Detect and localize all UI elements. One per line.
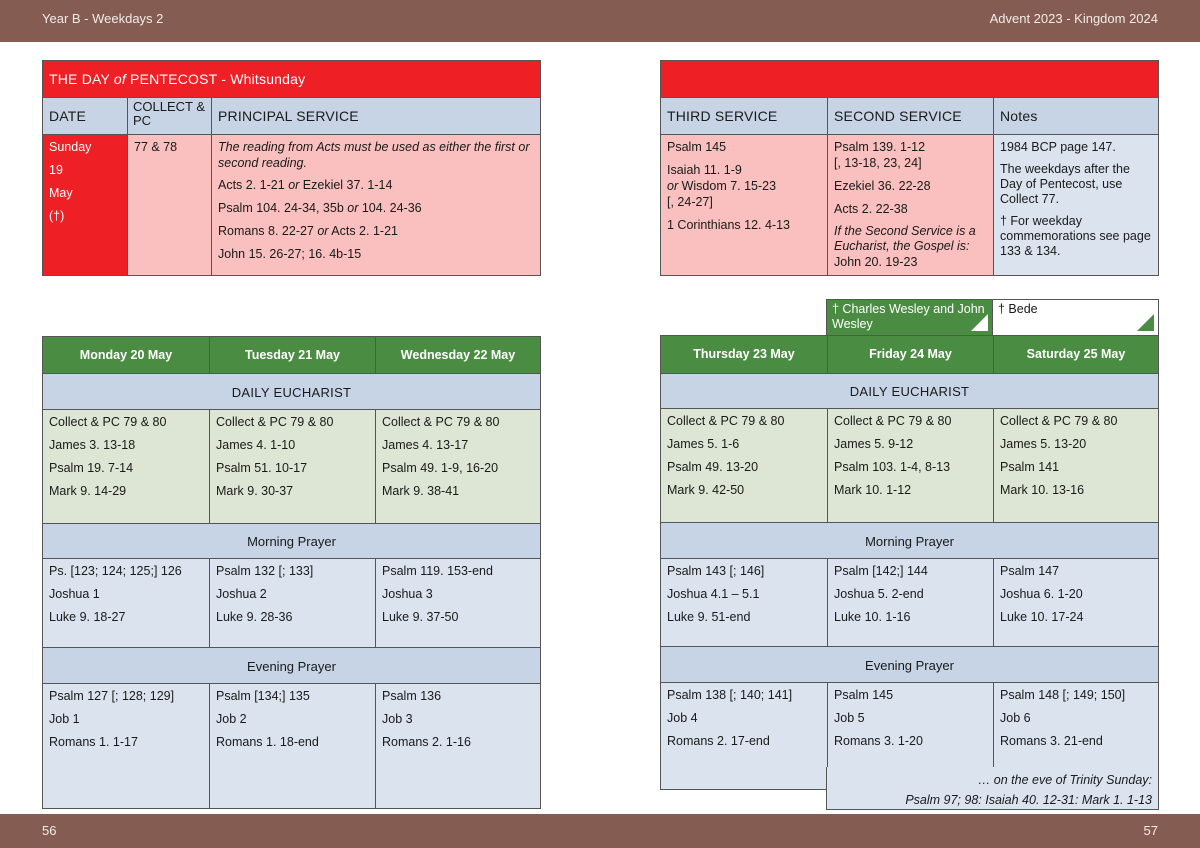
commemoration-saturday-text: † Bede [998,302,1038,316]
pentecost-column-headers [43,97,540,134]
commemoration-friday-text: † Charles Wesley and John Wesley [832,302,985,331]
pentecost-table [42,60,541,276]
morning-psalm: Psalm 132 [; 133] [216,564,314,578]
evening-reading: Job 5 [834,711,865,725]
third-service-cell [661,134,827,275]
commemoration-saturday [992,299,1159,336]
pentecost-red-band [661,61,1158,97]
section-evening-prayer: Evening Prayer [661,646,1158,683]
morning-cell [661,558,827,646]
morning-gospel: Luke 10. 1-16 [834,610,911,624]
eucharist-collect: Collect & PC 79 & 80 [1000,414,1118,428]
column-date: DATE [49,108,87,124]
evening-cell [43,683,209,808]
eucharist-collect: Collect & PC 79 & 80 [382,415,500,429]
eucharist-psalm: Psalm 141 [1000,460,1060,474]
header-bar [0,0,1200,42]
commemoration-friday [826,299,993,336]
evening-reading: Job 1 [49,712,80,726]
evening-cell [827,682,993,768]
eucharist-reading: James 5. 1-6 [667,437,740,451]
second-psalm-opt: [, 13-18, 23, 24] [834,156,922,170]
section-daily-eucharist: DAILY EUCHARIST [43,373,540,410]
morning-psalm: Psalm [142;] 144 [834,564,928,578]
day-header: Saturday 25 May [993,336,1158,373]
evening-epistle: Romans 3. 21-end [1000,734,1103,748]
second-service-cell [827,134,993,275]
eucharist-collect: Collect & PC 79 & 80 [667,414,785,428]
evening-cell [993,682,1158,768]
pentecost-title-post: PENTECOST - Whitsunday [125,71,306,87]
morning-cell [375,558,540,647]
eucharist-gospel: Mark 10. 1-12 [834,483,912,497]
day-header: Thursday 23 May [661,336,827,373]
feast-date-day: Sunday [49,140,92,154]
weekday-table-right [660,335,1159,790]
reading-acts-a: Acts 2. 1-21 [218,178,289,192]
column-collect: COLLECT & PC [127,98,211,134]
evening-reading: Job 6 [1000,711,1031,725]
eucharist-gospel: Mark 10. 13-16 [1000,483,1085,497]
eucharist-gospel: Mark 9. 42-50 [667,483,745,497]
column-principal-service: PRINCIPAL SERVICE [211,98,540,134]
evening-reading: Job 2 [216,712,247,726]
morning-psalm: Psalm 147 [1000,564,1060,578]
pentecost-title-pre: THE DAY [49,71,114,87]
second-psalm: Psalm 139. 1-12 [834,140,926,154]
day-header: Wednesday 22 May [375,337,540,373]
column-second-service: SECOND SERVICE [827,98,993,134]
eucharist-gospel: Mark 9. 14-29 [49,484,127,498]
eucharist-cell [43,409,209,523]
third-isaiah: Isaiah 11. 1-9 [667,163,742,177]
section-evening-prayer: Evening Prayer [43,647,540,684]
day-header: Monday 20 May [43,337,209,373]
feast-collect-cell [127,134,211,275]
evening-reading: Job 3 [382,712,413,726]
second-acts: Acts 2. 22-38 [834,202,908,216]
evening-psalm: Psalm 145 [834,688,894,702]
section-daily-eucharist: DAILY EUCHARIST [661,373,1158,409]
trinity-eve-readings: Psalm 97; 98: Isaiah 40. 12-31: Mark 1. 1-13 [905,793,1152,807]
morning-reading: Joshua 6. 1-20 [1000,587,1083,601]
evening-epistle: Romans 2. 17-end [667,734,770,748]
day-header: Friday 24 May [827,336,993,373]
header-left-title: Year B - Weekdays 2 [42,11,164,26]
reading-psalm-a: Psalm 104. 24-34, 35b [218,201,348,215]
reading-psalm-or: or [347,201,359,215]
eucharist-psalm: Psalm 49. 13-20 [667,460,759,474]
morning-cell [827,558,993,646]
third-corinthians: 1 Corinthians 12. 4-13 [667,218,790,232]
eucharist-psalm: Psalm 103. 1-4, 8-13 [834,460,951,474]
page-number-right: 57 [1143,823,1158,838]
morning-cell [993,558,1158,646]
eucharist-gospel: Mark 9. 38-41 [382,484,460,498]
column-notes: Notes [993,98,1158,134]
evening-cell [661,682,827,790]
trinity-eve-note [826,767,1159,810]
principal-note: The reading from Acts must be used as either the first or second reading. [218,140,530,170]
section-morning-prayer: Morning Prayer [661,522,1158,559]
third-wisdom [667,178,821,194]
commemoration-corner-mark [1137,314,1154,331]
morning-reading: Joshua 4.1 – 5.1 [667,587,760,601]
reading-psalm [218,200,534,216]
eucharist-reading: James 5. 9-12 [834,437,914,451]
eucharist-cell [827,408,993,522]
pentecost-title [43,61,540,97]
eucharist-collect: Collect & PC 79 & 80 [49,415,167,429]
weekday-table-left [42,336,541,809]
morning-gospel: Luke 10. 17-24 [1000,610,1084,624]
eucharist-reading: James 4. 1-10 [216,438,296,452]
evening-epistle: Romans 1. 18-end [216,735,319,749]
morning-reading: Joshua 3 [382,587,433,601]
morning-reading: Joshua 2 [216,587,267,601]
morning-gospel: Luke 9. 18-27 [49,610,126,624]
eucharist-cell [209,409,375,523]
evening-psalm: Psalm 148 [; 149; 150] [1000,688,1126,702]
morning-cell [43,558,209,647]
third-wisdom-ref: Wisdom 7. 15-23 [678,179,777,193]
other-services-headers [661,97,1158,134]
eucharist-cell [661,408,827,522]
reading-acts-or: or [288,178,300,192]
morning-gospel: Luke 9. 37-50 [382,610,459,624]
eucharist-reading: James 5. 13-20 [1000,437,1087,451]
third-wisdom-opt: [, 24-27] [667,195,713,209]
morning-psalm: Psalm 143 [; 146] [667,564,765,578]
second-gospel: John 20. 19-23 [834,255,918,269]
second-ezekiel: Ezekiel 36. 22-28 [834,179,931,193]
reading-romans-a: Romans 8. 22-27 [218,224,318,238]
eucharist-reading: James 3. 13-18 [49,438,136,452]
column-third-service: THIRD SERVICE [667,108,778,124]
reading-acts [218,177,534,193]
reading-psalm-b: 104. 24-36 [358,201,422,215]
pentecost-other-services-table [660,60,1159,276]
eucharist-collect: Collect & PC 79 & 80 [216,415,334,429]
evening-epistle: Romans 3. 1-20 [834,734,923,748]
morning-reading: Joshua 5. 2-end [834,587,924,601]
second-eucharist-note: If the Second Service is a Eucharist, the Gospel is: [834,224,976,253]
footer-bar [0,814,1200,848]
morning-psalm: Psalm 119. 153-end [382,564,493,578]
third-psalm: Psalm 145 [667,140,727,154]
eucharist-psalm: Psalm 51. 10-17 [216,461,308,475]
evening-reading: Job 4 [667,711,698,725]
morning-reading: Joshua 1 [49,587,100,601]
morning-psalm: Ps. [123; 124; 125;] 126 [49,564,182,578]
evening-cell [375,683,540,808]
feast-date-month: May [49,186,73,200]
pentecost-title-of: of [113,71,126,87]
section-morning-prayer: Morning Prayer [43,523,540,559]
note-commemorations: † For weekday commemorations see page 133 & 134. [1000,214,1151,258]
feast-date-dagger: (†) [49,209,65,223]
reading-acts-b: Ezekiel 37. 1-14 [299,178,393,192]
principal-service-cell [211,134,540,275]
feast-collect: 77 & 78 [134,140,178,154]
eucharist-reading: James 4. 13-17 [382,438,469,452]
reading-john: John 15. 26-27; 16. 4b-15 [218,247,362,261]
reading-romans-b: Acts 2. 1-21 [328,224,398,238]
eucharist-cell [375,409,540,523]
note-bcp: 1984 BCP page 147. [1000,140,1116,154]
morning-cell [209,558,375,647]
feast-date-number: 19 [49,163,63,177]
page-number-left: 56 [42,823,57,838]
feast-date-cell [43,134,127,275]
evening-psalm: Psalm 136 [382,689,442,703]
trinity-eve-heading: … on the eve of Trinity Sunday: [977,773,1152,787]
eucharist-psalm: Psalm 19. 7-14 [49,461,134,475]
commemoration-corner-mark [971,314,988,331]
note-weekdays: The weekdays after the Day of Pentecost, use Collect 77. [1000,162,1130,206]
evening-psalm: Psalm 127 [; 128; 129] [49,689,175,703]
reading-romans-or: or [317,224,329,238]
reading-romans [218,223,534,239]
eucharist-psalm: Psalm 49. 1-9, 16-20 [382,461,499,475]
morning-gospel: Luke 9. 28-36 [216,610,293,624]
morning-gospel: Luke 9. 51-end [667,610,751,624]
evening-epistle: Romans 2. 1-16 [382,735,471,749]
notes-cell [993,134,1158,275]
evening-epistle: Romans 1. 1-17 [49,735,138,749]
header-right-title: Advent 2023 - Kingdom 2024 [989,11,1158,26]
evening-cell [209,683,375,808]
eucharist-gospel: Mark 9. 30-37 [216,484,294,498]
eucharist-cell [993,408,1158,522]
evening-psalm: Psalm 138 [; 140; 141] [667,688,793,702]
day-header: Tuesday 21 May [209,337,375,373]
eucharist-collect: Collect & PC 79 & 80 [834,414,952,428]
third-or: or [667,179,679,193]
evening-psalm: Psalm [134;] 135 [216,689,310,703]
